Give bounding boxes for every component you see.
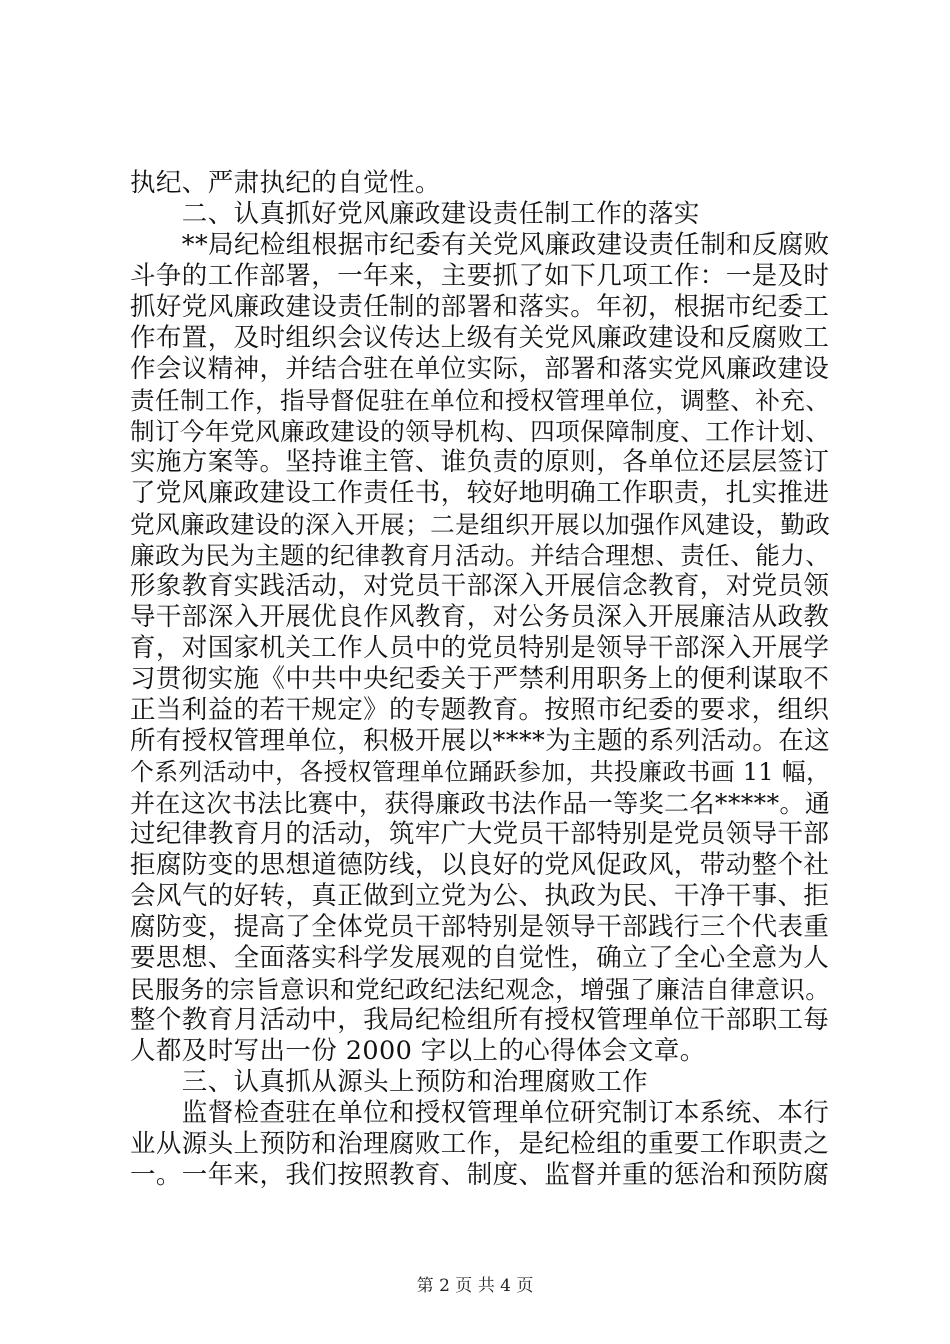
body-line: 监督检查驻在单位和授权管理单位研究制订本系统、本行 (130, 1098, 830, 1128)
body-line: 二、认真抓好党风廉政建设责任制工作的落实 (130, 199, 700, 229)
body-line: 执纪、严肃执纪的自觉性。 (130, 168, 441, 198)
body-line: 一。一年来，我们按照教育、制度、监督并重的惩治和预防腐 (130, 1160, 830, 1190)
document-body (130, 168, 830, 1191)
body-line: 导干部深入开展优良作风教育，对公务员深入开展廉洁从政教 (130, 602, 830, 632)
body-line: 斗争的工作部署，一年来，主要抓了如下几项工作：一是及时 (130, 261, 830, 291)
body-line: 作会议精神，并结合驻在单位实际，部署和落实党风廉政建设 (130, 354, 830, 384)
body-line: 育，对国家机关工作人员中的党员特别是领导干部深入开展学 (130, 633, 830, 663)
body-line: 会风气的好转，真正做到立党为公、执政为民、干净干事、拒 (130, 881, 830, 911)
body-line: 三、认真抓从源头上预防和治理腐败工作 (130, 1067, 649, 1097)
body-line: 个系列活动中，各授权管理单位踊跃参加，共投廉政书画 11 幅， (130, 758, 831, 786)
body-line: 责任制工作，指导督促驻在单位和授权管理单位，调整、补充、 (130, 386, 831, 415)
body-line: 实施方案等。坚持谁主管、谁负责的原则，各单位还层层签订 (130, 447, 830, 477)
body-line: 党风廉政建设的深入开展；二是组织开展以加强作风建设，勤政 (130, 510, 831, 539)
page-footer: 第 2 页 共 4 页 (416, 1276, 534, 1296)
body-line: **局纪检组根据市纪委有关党风廉政建设责任制和反腐败 (130, 230, 830, 260)
body-line: 整个教育月活动中，我局纪检组所有授权管理单位干部职工每 (130, 1005, 830, 1035)
body-line: 所有授权管理单位，积极开展以****为主题的系列活动。在这 (130, 726, 831, 756)
body-line: 正当利益的若干规定》的专题教育。按照市纪委的要求，组织 (130, 695, 830, 725)
body-line: 过纪律教育月的活动，筑牢广大党员干部特别是党员领导干部 (130, 819, 830, 849)
body-line: 廉政为民为主题的纪律教育月活动。并结合理想、责任、能力、 (130, 541, 831, 570)
body-line: 拒腐防变的思想道德防线，以良好的党风促政风，带动整个社 (130, 850, 830, 880)
body-line: 人都及时写出一份 2000 字以上的心得体会文章。 (130, 1036, 706, 1066)
body-line: 要思想、全面落实科学发展观的自觉性，确立了全心全意为人 (130, 943, 830, 973)
body-line: 了党风廉政建设工作责任书，较好地明确工作职责，扎实推进 (130, 478, 830, 508)
body-line: 抓好党风廉政建设责任制的部署和落实。年初，根据市纪委工 (130, 292, 830, 322)
body-line: 作布置，及时组织会议传达上级有关党风廉政建设和反腐败工 (130, 323, 830, 353)
body-line: 民服务的宗旨意识和党纪政纪法纪观念，增强了廉洁自律意识。 (130, 975, 831, 1004)
body-line: 业从源头上预防和治理腐败工作，是纪检组的重要工作职责之 (130, 1129, 830, 1159)
body-line: 形象教育实践活动，对党员干部深入开展信念教育，对党员领 (130, 571, 830, 601)
body-line: 腐防变，提高了全体党员干部特别是领导干部践行三个代表重 (130, 912, 830, 942)
body-line: 习贯彻实施《中共中央纪委关于严禁利用职务上的便利谋取不 (130, 664, 830, 694)
body-line: 制订今年党风廉政建设的领导机构、四项保障制度、工作计划、 (130, 417, 831, 446)
body-line: 并在这次书法比赛中，获得廉政书法作品一等奖二名*****。通 (130, 789, 831, 818)
